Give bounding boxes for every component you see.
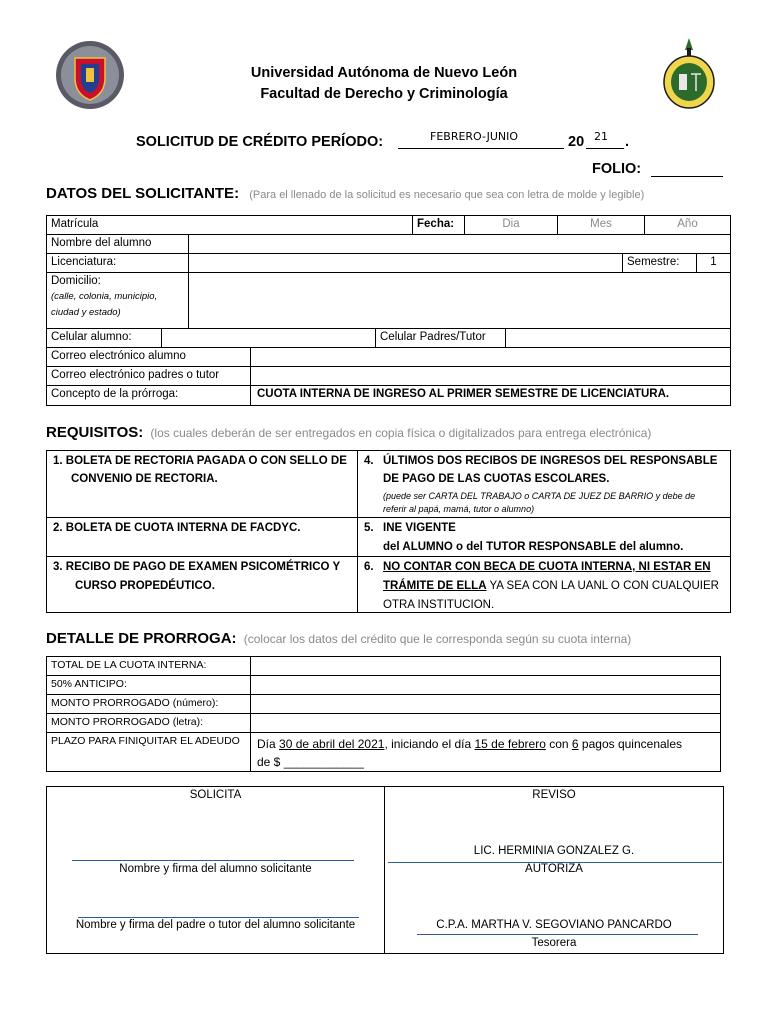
- student-signature-line[interactable]: [72, 860, 354, 861]
- requirements-note: (los cuales deberán de ser entregados en copia física o digitalizados para entrega electrónica): [150, 426, 652, 440]
- period-value[interactable]: FEBRERO-JUNIO: [430, 130, 519, 143]
- monto-letra-label: MONTO PRORROGADO (letra):: [46, 713, 251, 733]
- requirement-5: 5. INE VIGENTE del ALUMNO o del TUTOR RESPONSABLE del alumno.: [357, 517, 731, 557]
- correo-alumno-label: Correo electrónico alumno: [46, 347, 251, 367]
- applicant-note: (Para el llenado de la solicitud es necesario que sea con letra de molde y legible): [249, 189, 645, 201]
- reviewer-name: LIC. HERMINIA GONZALEZ G.: [473, 845, 635, 857]
- fecha-dia-field[interactable]: Dia: [464, 215, 558, 235]
- licenciatura-label: Licenciatura:: [46, 253, 189, 273]
- applicant-section-title: DATOS DEL SOLICITANTE: (Para el llenado de la solicitud es necesario que sea con letra de molde y legible): [46, 185, 645, 202]
- concepto-label: Concepto de la prórroga:: [46, 385, 251, 406]
- correo-padres-label: Correo electrónico padres o tutor: [46, 366, 251, 386]
- requirement-2: 2. BOLETA DE CUOTA INTERNA DE FACDYC.: [46, 517, 358, 557]
- anticipo-label: 50% ANTICIPO:: [46, 675, 251, 695]
- period-underline: [398, 148, 564, 149]
- plazo-label: PLAZO PARA FINIQUITAR EL ADEUDO: [46, 732, 251, 772]
- monto-numero-label: MONTO PRORROGADO (número):: [46, 694, 251, 714]
- university-name: Universidad Autónoma de Nuevo León: [250, 65, 518, 81]
- semestre-value[interactable]: 1: [696, 253, 731, 273]
- detail-note: (colocar los datos del crédito que le corresponda según su cuota interna): [243, 632, 632, 646]
- year-dot: .: [625, 134, 630, 150]
- celular-padres-label: Celular Padres/Tutor: [375, 328, 506, 348]
- total-label: TOTAL DE LA CUOTA INTERNA:: [46, 656, 251, 676]
- anticipo-field[interactable]: [250, 675, 721, 695]
- semestre-label: Semestre:: [622, 253, 697, 273]
- nombre-field[interactable]: [188, 234, 731, 254]
- requirements-section-title: REQUISITOS: (los cuales deberán de ser entregados en copia física o digitalizados para entrega electrónica): [46, 424, 652, 441]
- domicilio-field[interactable]: [188, 272, 731, 329]
- requirement-3: 3. RECIBO DE PAGO DE EXAMEN PSICOMÉTRICO Y CURSO PROPEDÉUTICO.: [46, 556, 358, 613]
- celular-alumno-label: Celular alumno:: [46, 328, 162, 348]
- fecha-mes-field[interactable]: Mes: [557, 215, 645, 235]
- folio-field[interactable]: [651, 176, 723, 177]
- correo-padres-field[interactable]: [250, 366, 731, 386]
- requirement-6: 6. NO CONTAR CON BECA DE CUOTA INTERNA, NI ESTAR EN TRÁMITE DE ELLA YA SEA CON LA UANL O CON CUALQUIER OTRA INSTITUCION.: [357, 556, 731, 613]
- request-label: SOLICITUD DE CRÉDITO PERÍODO:: [136, 134, 384, 150]
- domicilio-label: Domicilio:: [51, 275, 101, 287]
- folio-label: FOLIO:: [592, 161, 642, 177]
- plazo-value: Día 30 de abril del 2021, iniciando el día 15 de febrero con 6 pagos quincenales de $ ____________: [250, 732, 721, 772]
- monto-numero-field[interactable]: [250, 694, 721, 714]
- authorizer-role: Tesorera: [531, 937, 577, 949]
- autoriza-label: AUTORIZA: [525, 863, 583, 875]
- student-signature-label: Nombre y firma del alumno solicitante: [119, 863, 312, 875]
- parent-signature-label: Nombre y firma del padre o tutor del alumno solicitante: [75, 919, 356, 931]
- year-underline: [586, 148, 624, 149]
- matricula-label: Matrícula: [46, 215, 413, 235]
- solicita-title: SOLICITA: [189, 789, 242, 801]
- concepto-value: CUOTA INTERNA DE INGRESO AL PRIMER SEMESTRE DE LICENCIATURA.: [250, 385, 731, 406]
- licenciatura-field[interactable]: [188, 253, 623, 273]
- requirement-4: 4. ÚLTIMOS DOS RECIBOS DE INGRESOS DEL RESPONSABLE DE PAGO DE LAS CUOTAS ESCOLARES. (puede ser CARTA DEL TRABAJO o CARTA DE JUEZ DE BARRIO y debe de referir al papá, mamá, tutor o alumno): [357, 450, 731, 518]
- requirement-1: 1. BOLETA DE RECTORIA PAGADA O CON SELLO DE CONVENIO DE RECTORIA.: [46, 450, 358, 518]
- celular-padres-field[interactable]: [505, 328, 731, 348]
- faculty-name: Facultad de Derecho y Criminología: [260, 86, 508, 102]
- total-field[interactable]: [250, 656, 721, 676]
- authorizer-name: C.P.A. MARTHA V. SEGOVIANO PANCARDO: [436, 919, 672, 931]
- year-value[interactable]: 21: [594, 130, 608, 143]
- correo-alumno-field[interactable]: [250, 347, 731, 367]
- monto-letra-field[interactable]: [250, 713, 721, 733]
- domicilio-label-cell: [46, 272, 189, 329]
- fecha-label: Fecha:: [412, 215, 465, 235]
- year-prefix: 20: [568, 134, 585, 150]
- authorizer-signature-line[interactable]: [417, 934, 698, 935]
- fecha-anio-field[interactable]: Año: [644, 215, 731, 235]
- celular-alumno-field[interactable]: [161, 328, 376, 348]
- reviso-title: REVISO: [532, 789, 576, 801]
- nombre-label: Nombre del alumno: [46, 234, 189, 254]
- domicilio-hint: (calle, colonia, municipio, ciudad y estado): [51, 291, 158, 318]
- detail-section-title: DETALLE DE PRORROGA: (colocar los datos del crédito que le corresponda según su cuota interna): [46, 630, 632, 647]
